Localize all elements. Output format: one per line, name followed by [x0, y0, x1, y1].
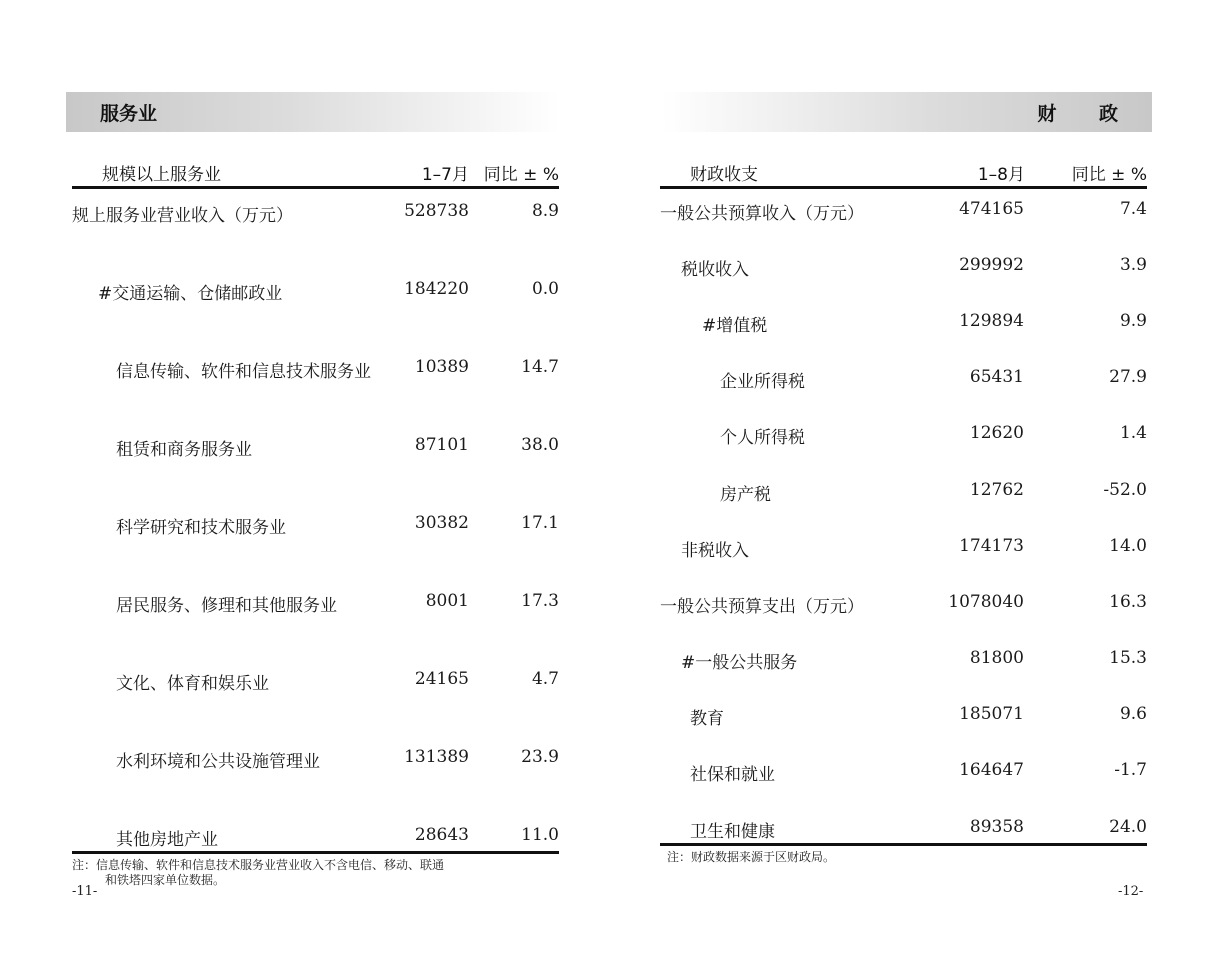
- row-yoy: 4.7: [531, 669, 559, 689]
- row-yoy: 27.9: [1109, 367, 1147, 387]
- row-yoy: 17.1: [521, 513, 559, 533]
- row-label: 教育: [690, 709, 724, 729]
- row-yoy: -52.0: [1103, 480, 1147, 500]
- row-yoy: 1.4: [1119, 423, 1147, 443]
- table-row: [660, 536, 1147, 560]
- row-value: 184220: [404, 279, 469, 299]
- table-row: [660, 311, 1147, 335]
- row-value: 12620: [969, 423, 1024, 443]
- row-value: 24165: [414, 669, 469, 689]
- row-label: 一般公共预算支出（万元）: [660, 597, 864, 617]
- row-label: #一般公共服务: [681, 653, 798, 673]
- table-row: [660, 423, 1147, 447]
- row-value: 10389: [414, 357, 469, 377]
- row-label: 社保和就业: [690, 765, 775, 785]
- row-yoy: 38.0: [521, 435, 559, 455]
- row-value: 528738: [404, 201, 469, 221]
- table-row: [72, 201, 559, 225]
- row-label: 租赁和商务服务业: [116, 440, 252, 460]
- row-label: #交通运输、仓储邮政业: [98, 284, 283, 304]
- row-value: 174173: [959, 536, 1024, 556]
- header-label: 财政收支: [690, 165, 758, 185]
- header-period: 1–8月: [977, 165, 1025, 185]
- table-row: [660, 704, 1147, 728]
- row-label: 一般公共预算收入（万元）: [660, 204, 864, 224]
- row-value: 164647: [959, 760, 1024, 780]
- header-period: 1–7月: [421, 165, 469, 185]
- table-bottom-rule: [660, 843, 1147, 846]
- table-header: [660, 156, 1147, 189]
- row-yoy: 0.0: [531, 279, 559, 299]
- row-yoy: 23.9: [521, 747, 559, 767]
- row-yoy: 15.3: [1109, 648, 1147, 668]
- row-yoy: 9.6: [1119, 704, 1147, 724]
- table-bottom-rule: [72, 851, 559, 854]
- row-label: 规上服务业营业收入（万元）: [72, 206, 293, 226]
- row-yoy: 17.3: [521, 591, 559, 611]
- row-value: 87101: [414, 435, 469, 455]
- row-label: #增值税: [702, 316, 768, 336]
- table-row: [660, 648, 1147, 672]
- row-value: 89358: [969, 817, 1024, 837]
- row-yoy: 11.0: [521, 825, 559, 845]
- row-yoy: 24.0: [1109, 817, 1147, 837]
- row-label: 卫生和健康: [690, 822, 775, 842]
- row-label: 居民服务、修理和其他服务业: [116, 596, 337, 616]
- table-row: [72, 669, 559, 693]
- table-row: [72, 591, 559, 615]
- section-banner-finance: [662, 92, 1152, 132]
- row-yoy: 7.4: [1119, 199, 1147, 219]
- right-page: [609, 0, 1218, 977]
- table-row: [72, 825, 559, 849]
- row-yoy: 8.9: [531, 201, 559, 221]
- row-value: 28643: [414, 825, 469, 845]
- footnote: [72, 858, 552, 888]
- row-label: 科学研究和技术服务业: [116, 518, 286, 538]
- header-label: 规模以上服务业: [102, 165, 221, 185]
- row-value: 8001: [425, 591, 469, 611]
- table-row: [660, 199, 1147, 223]
- footnote-line: 和铁塔四家单位数据。: [105, 873, 226, 887]
- row-value: 1078040: [948, 592, 1024, 612]
- row-value: 12762: [969, 480, 1024, 500]
- table-row: [660, 480, 1147, 504]
- page-number: -12-: [1118, 884, 1144, 899]
- row-label: 个人所得税: [720, 428, 805, 448]
- table-row: [72, 279, 559, 303]
- table-header: [72, 156, 559, 189]
- table-row: [72, 357, 559, 381]
- row-value: 299992: [959, 255, 1024, 275]
- row-yoy: -1.7: [1114, 760, 1147, 780]
- table-row: [660, 367, 1147, 391]
- row-label: 文化、体育和娱乐业: [116, 674, 269, 694]
- row-yoy: 9.9: [1119, 311, 1147, 331]
- row-value: 185071: [959, 704, 1024, 724]
- section-title: 服务业: [100, 102, 158, 125]
- row-value: 129894: [959, 311, 1024, 331]
- row-yoy: 14.0: [1109, 536, 1147, 556]
- table-row: [660, 592, 1147, 616]
- row-value: 474165: [959, 199, 1024, 219]
- row-yoy: 14.7: [521, 357, 559, 377]
- table-row: [72, 513, 559, 537]
- row-label: 企业所得税: [720, 372, 805, 392]
- row-value: 65431: [969, 367, 1024, 387]
- row-label: 信息传输、软件和信息技术服务业: [116, 362, 371, 382]
- table-row: [660, 760, 1147, 784]
- row-label: 其他房地产业: [116, 830, 218, 850]
- row-value: 30382: [414, 513, 469, 533]
- row-value: 81800: [969, 648, 1024, 668]
- header-yoy: 同比 ± %: [483, 165, 559, 185]
- footnote: [667, 850, 1147, 865]
- table-row: [72, 435, 559, 459]
- row-yoy: 16.3: [1109, 592, 1147, 612]
- header-yoy: 同比 ± %: [1071, 165, 1147, 185]
- row-yoy: 3.9: [1119, 255, 1147, 275]
- page-number: -11-: [72, 884, 98, 899]
- footnote-line: 注：财政数据来源于区财政局。: [667, 850, 836, 864]
- row-label: 非税收入: [681, 541, 749, 561]
- row-label: 水利环境和公共设施管理业: [116, 752, 320, 772]
- table-row: [72, 747, 559, 771]
- table-row: [660, 817, 1147, 841]
- table-row: [660, 255, 1147, 279]
- section-title: 财 政: [1037, 102, 1136, 125]
- row-label: 房产税: [720, 485, 771, 505]
- footnote-line: 注：信息传输、软件和信息技术服务业营业收入不含电信、移动、联通: [72, 858, 445, 872]
- row-label: 税收收入: [681, 260, 749, 280]
- section-banner-services: [66, 92, 560, 132]
- row-value: 131389: [404, 747, 469, 767]
